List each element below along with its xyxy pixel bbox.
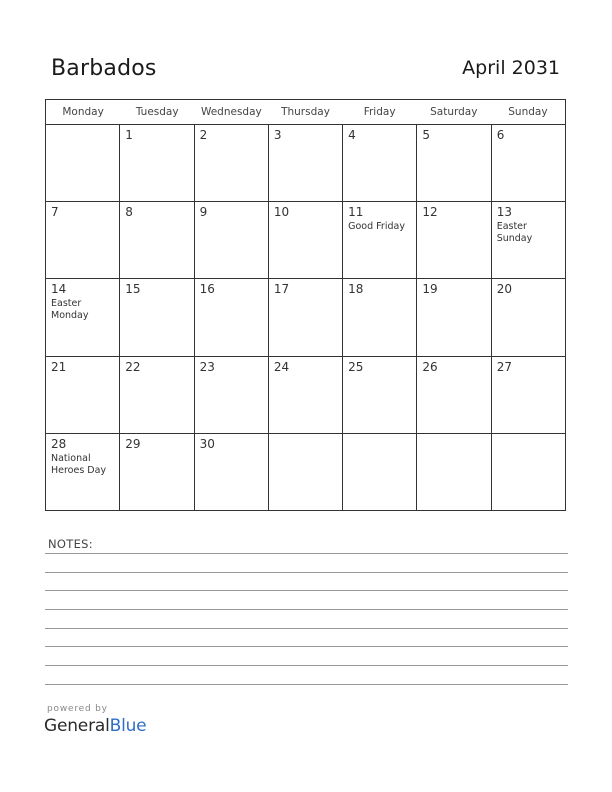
day-cell [342,357,416,433]
day-cell [119,125,193,201]
day-cell [416,125,490,201]
day-number: 29 [125,436,141,451]
day-cell [416,357,490,433]
day-cell [46,434,119,510]
day-cell [342,125,416,201]
weekday-header: Monday [62,106,104,118]
day-number: 13 [496,205,512,220]
day-cell [46,125,119,201]
day-cell [46,279,119,355]
day-number: 5 [422,128,431,142]
day-cell [119,434,193,510]
day-number: 17 [273,282,290,297]
day-number: 25 [348,359,364,374]
day-number: 21 [51,359,67,374]
weekday-header: Wednesday [200,106,262,118]
day-cell [268,434,342,510]
day-cell [491,434,565,510]
day-number: 16 [199,282,215,297]
day-number: 14 [51,282,67,297]
note-line[interactable] [45,572,568,573]
day-cell [194,279,268,355]
brand-blue: Blue [109,716,147,736]
day-cell [268,125,342,201]
day-cell [416,279,490,355]
day-cell [416,434,490,510]
weekday-header: Sunday [508,106,548,118]
day-number: 26 [422,359,438,374]
notes-label: NOTES: [48,537,93,551]
brand-general: General [44,716,110,736]
week-row [46,202,565,279]
day-cell [194,434,268,510]
day-number: 8 [125,205,133,220]
calendar-grid [45,99,566,511]
week-row [46,434,565,510]
day-number: 20 [496,282,512,297]
day-cell [268,202,342,278]
day-number: 7 [51,205,59,220]
day-cell [268,279,342,355]
weekday-header: Thursday [281,106,330,118]
day-number: 2 [199,128,208,142]
day-cell [268,357,342,433]
day-number: 11 [348,205,364,220]
note-line[interactable] [45,553,568,554]
day-event: Good Friday [348,221,405,233]
weekday-header: Friday [363,106,396,118]
day-number: 10 [273,205,290,220]
note-line[interactable] [45,628,568,629]
weekday-header: Tuesday [135,106,179,118]
note-line[interactable] [45,665,568,666]
day-number: 3 [273,128,282,142]
country-title: Barbados [51,56,157,81]
powered-by-text: powered by [47,704,108,714]
note-line[interactable] [45,646,568,647]
day-cell [119,357,193,433]
day-number: 19 [422,282,438,297]
week-row [46,279,565,356]
day-cell [194,202,268,278]
month-year-title: April 2031 [462,57,560,79]
day-number: 22 [125,359,141,374]
day-number: 24 [273,359,290,374]
day-number: 15 [125,282,141,297]
day-number: 27 [496,359,512,374]
day-cell [491,125,565,201]
week-row [46,125,565,202]
day-number: 18 [348,282,364,297]
note-line[interactable] [45,684,568,685]
day-number: 12 [422,205,438,220]
day-cell [46,357,119,433]
day-cell [491,202,565,278]
day-cell [194,357,268,433]
note-line[interactable] [45,590,568,591]
day-number: 23 [199,359,215,374]
weekday-header-row [46,100,565,125]
day-cell [491,279,565,355]
day-cell [119,202,193,278]
day-event: Easter Sunday [496,221,533,245]
day-cell [46,202,119,278]
day-event: National Heroes Day [51,452,107,476]
day-number: 28 [51,436,67,451]
day-event: Easter Monday [51,298,89,322]
week-row [46,357,565,434]
day-cell [119,279,193,355]
note-line[interactable] [45,609,568,610]
day-cell [342,434,416,510]
day-number: 6 [496,128,505,142]
day-cell [491,357,565,433]
day-cell [194,125,268,201]
day-number: 4 [348,128,356,142]
generalblue-logo[interactable] [44,716,146,736]
day-cell [416,202,490,278]
day-number: 9 [199,205,208,220]
weekday-header: Saturday [430,106,478,118]
day-number: 30 [199,436,215,451]
day-cell [342,279,416,355]
day-number: 1 [125,128,133,142]
day-cell [342,202,416,278]
